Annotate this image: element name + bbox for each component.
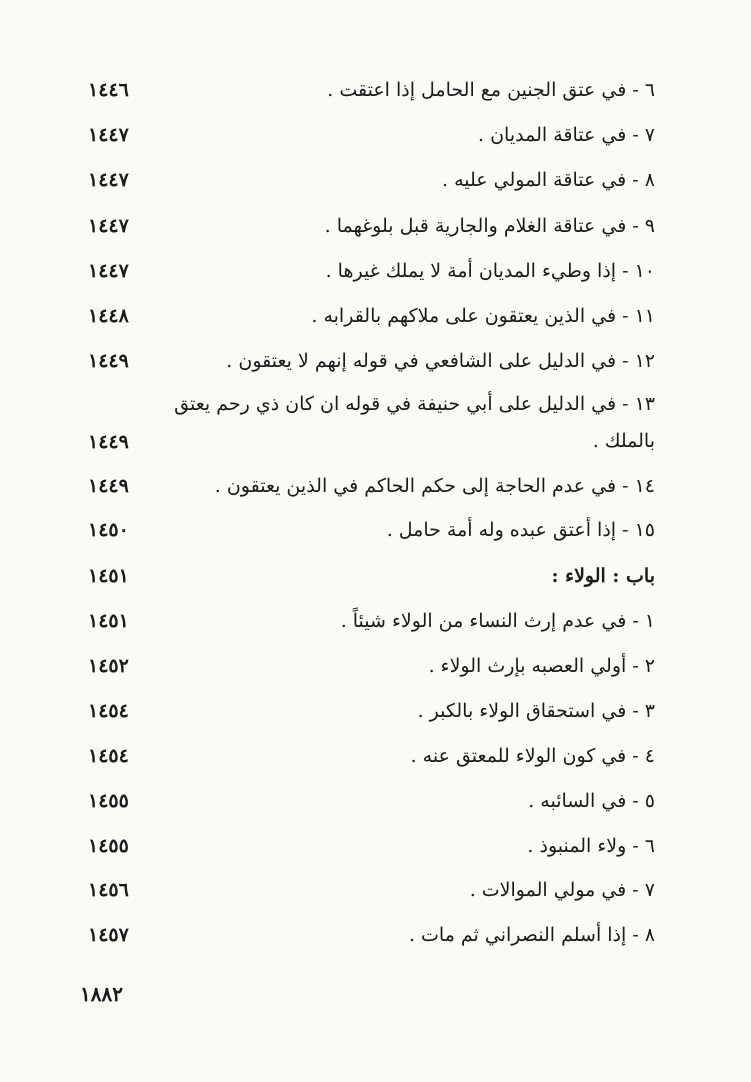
toc-entry [0,915,751,955]
toc-entry [0,341,751,381]
entry-title: ٦ - في عتق الجنين مع الحامل إذا اعتقت . [327,79,655,101]
toc-entry [0,160,751,200]
entry-page-number: ١٤٤٦ [88,79,129,101]
toc-entry [0,70,751,110]
entry-page-number: ١٤٤٨ [88,305,129,327]
entry-title: ١٠ - إذا وطيء المديان أمة لا يملك غيرها . [325,260,655,282]
entry-page-number: ١٤٥٤ [88,745,129,767]
toc-entry [0,296,751,336]
entry-page-number: ١٤٥٦ [88,879,129,901]
entry-page-number: ١٤٥٤ [88,700,129,722]
toc-entry [0,646,751,686]
footer-page-number: ١٨٨٢ [80,982,123,1006]
entry-title: ١٥ - إذا أعتق عبده وله أمة حامل . [386,519,655,541]
entry-title: ٢ - أولي العصبه بإرث الولاء . [428,655,655,677]
entry-page-number: ١٤٥٧ [88,924,129,946]
entry-title: ٦ - ولاء المنبوذ . [527,835,655,857]
entry-title: ٤ - في كون الولاء للمعتق عنه . [410,745,655,767]
section-heading-row [0,556,751,596]
entry-title: ٩ - في عتاقة الغلام والجارية قبل بلوغهما . [324,215,655,237]
entry-page-number: ١٤٤٧ [88,215,129,237]
entry-title: ٧ - في مولي الموالات . [469,879,655,901]
entry-page-number: ١٤٤٧ [88,260,129,282]
toc-entry [0,870,751,910]
entry-page-number: ١٤٤٩ [88,350,129,372]
entry-title: ٨ - إذا أسلم النصراني ثم مات . [408,924,655,946]
entry-title: ١٢ - في الدليل على الشافعي في قوله إنهم لا يعتقون . [226,350,655,372]
entry-page-number: ١٤٥٥ [88,835,129,857]
toc-entry [0,115,751,155]
entry-page-number: ١٤٥١ [88,610,129,632]
entry-title: ٣ - في استحقاق الولاء بالكبر . [417,700,655,722]
toc-entry [0,601,751,641]
entry-title: ٧ - في عتاقة المديان . [478,124,655,146]
entry-page-number: ١٤٥٥ [88,790,129,812]
entry-page-number: ١٤٥١ [88,565,129,587]
entry-page-number: ١٤٥٢ [88,655,129,677]
toc-entry [0,206,751,246]
toc-entry [0,466,751,506]
entry-page-number: ١٤٤٧ [88,169,129,191]
entry-title: ٥ - في السائبه . [528,790,655,812]
toc-entry [0,251,751,291]
entry-title: ١ - في عدم إرث النساء من الولاء شيئاً . [340,610,655,632]
entry-page-number: ١٤٤٩ [88,475,129,497]
entry-title: ٨ - في عتاقة المولي عليه . [441,169,655,191]
entry-title: ١٣ - في الدليل على أبي حنيفة في قوله ان كان ذي رحم يعتق بالملك . [174,393,655,452]
toc-entry [0,510,751,550]
entry-title: ١١ - في الذين يعتقون على ملاكهم بالقرابه . [311,305,655,327]
entry-title: ١٤ - في عدم الحاجة إلى حكم الحاكم في الذين يعتقون . [214,475,655,497]
entry-page-number: ١٤٤٧ [88,124,129,146]
toc-entry [0,736,751,776]
section-heading: باب : الولاء : [551,565,655,587]
toc-entry [0,386,751,466]
entry-page-number: ١٤٤٩ [88,431,129,453]
toc-entry [0,826,751,866]
entry-page-number: ١٤٥٠ [88,519,129,541]
toc-entry [0,781,751,821]
toc-entry [0,691,751,731]
